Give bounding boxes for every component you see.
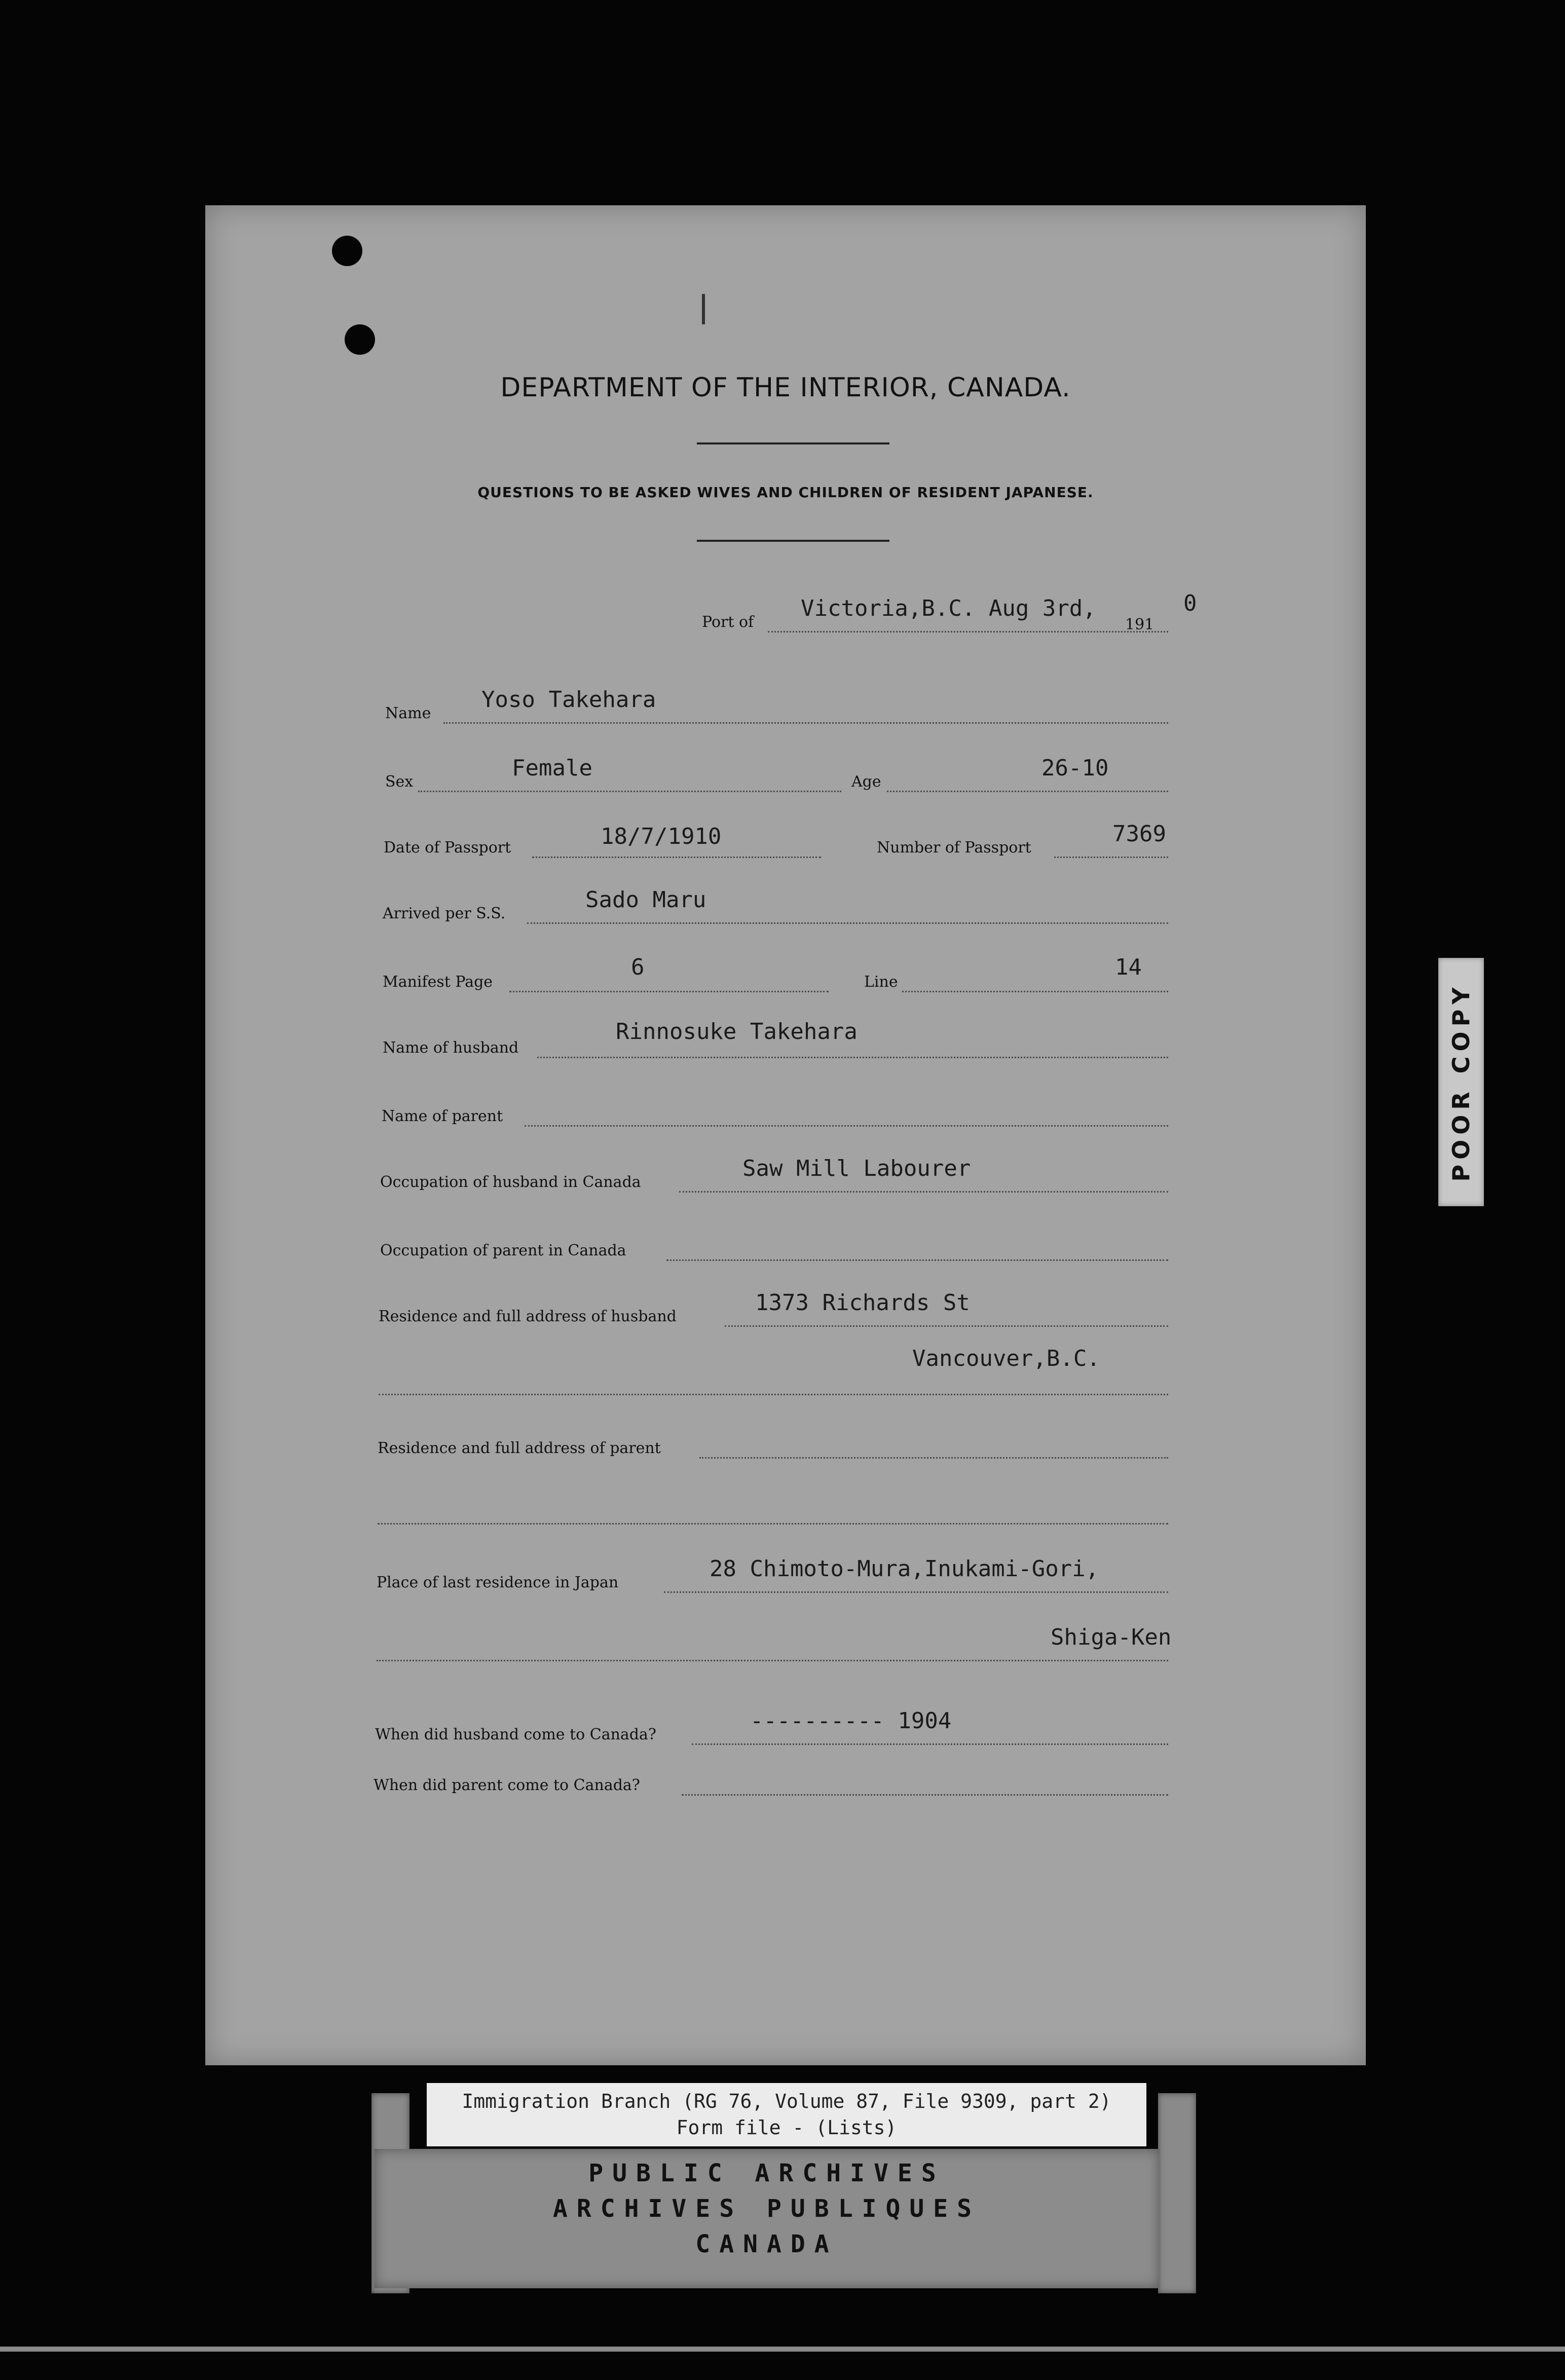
paper-mark	[702, 294, 705, 324]
archive-reference-line-1: Immigration Branch (RG 76, Volume 87, File 9309, part 2)	[462, 2090, 1111, 2112]
age-line	[887, 791, 1168, 792]
parent-address-line-1	[699, 1457, 1168, 1459]
parent-address-label: Residence and full address of parent	[378, 1439, 661, 1457]
passport-number-line	[1054, 857, 1168, 858]
passport-number-value: 7369	[1112, 821, 1166, 847]
port-year-suffix: 0	[1183, 590, 1197, 616]
name-value: Yoso Takehara	[481, 687, 656, 713]
last-residence-value-2: Shiga-Ken	[1051, 1624, 1172, 1650]
binder-clip-right	[1158, 2093, 1196, 2293]
line-value: 14	[1115, 954, 1142, 980]
line-line	[902, 991, 1168, 992]
sex-value: Female	[512, 755, 592, 781]
parent-occupation-label: Occupation of parent in Canada	[380, 1242, 626, 1259]
husband-address-line-2	[379, 1394, 1168, 1395]
poor-copy-text: POOR COPY	[1447, 982, 1475, 1182]
husband-came-value: ---------- 1904	[750, 1708, 952, 1734]
archive-stamp-line-2: ARCHIVES PUBLIQUES	[552, 2195, 981, 2223]
name-label: Name	[385, 704, 431, 722]
arrived-value: Sado Maru	[585, 887, 706, 913]
parent-address-line-2	[378, 1523, 1168, 1524]
husband-came-line	[692, 1743, 1168, 1745]
husband-address-line-1	[725, 1325, 1168, 1327]
husband-address-value-2: Vancouver,B.C.	[912, 1346, 1100, 1371]
husband-occupation-value: Saw Mill Labourer	[742, 1156, 971, 1181]
husband-address-label: Residence and full address of husband	[379, 1308, 677, 1325]
arrived-line	[527, 922, 1168, 924]
age-value: 26-10	[1041, 755, 1109, 781]
last-residence-value-1: 28 Chimoto-Mura,Inukami-Gori,	[710, 1556, 1099, 1582]
archive-reference-label	[427, 2083, 1146, 2146]
manifest-value: 6	[631, 954, 645, 980]
manifest-label: Manifest Page	[383, 973, 493, 991]
last-residence-label: Place of last residence in Japan	[377, 1574, 619, 1591]
port-label: Port of	[702, 613, 754, 631]
title-divider	[697, 442, 889, 444]
husband-name-line	[537, 1057, 1168, 1058]
subtitle-divider	[697, 540, 889, 542]
parent-came-line	[682, 1794, 1168, 1796]
archives-stamp-card	[374, 2149, 1160, 2288]
husband-address-value-1: 1373 Richards St	[755, 1290, 970, 1316]
port-line	[768, 631, 1168, 633]
port-value: Victoria,B.C. Aug 3rd,	[801, 596, 1096, 621]
parent-name-line	[525, 1125, 1168, 1127]
punch-hole-bottom	[345, 324, 375, 355]
passport-date-line	[532, 857, 821, 858]
film-edge	[0, 2347, 1565, 2352]
age-label: Age	[851, 773, 881, 791]
parent-occupation-line	[666, 1259, 1168, 1261]
line-label: Line	[864, 973, 898, 991]
name-line	[443, 722, 1168, 724]
manifest-line	[509, 991, 829, 992]
sex-line	[418, 791, 841, 792]
port-year-prefix: 191	[1125, 616, 1154, 634]
passport-number-label: Number of Passport	[877, 839, 1031, 857]
form-page	[205, 205, 1366, 2065]
page-subtitle: QUESTIONS TO BE ASKED WIVES AND CHILDREN OF RESIDENT JAPANESE.	[477, 484, 1094, 501]
husband-occupation-line	[679, 1191, 1168, 1193]
husband-name-label: Name of husband	[383, 1039, 519, 1057]
husband-occupation-label: Occupation of husband in Canada	[380, 1173, 641, 1191]
archive-stamp-line-3: CANADA	[695, 2230, 838, 2258]
last-residence-line-1	[664, 1591, 1168, 1593]
passport-date-label: Date of Passport	[384, 839, 511, 857]
husband-name-value: Rinnosuke Takehara	[616, 1019, 858, 1045]
poor-copy-stamp	[1438, 958, 1484, 1206]
sex-label: Sex	[385, 773, 414, 791]
last-residence-line-2	[377, 1660, 1168, 1661]
passport-date-value: 18/7/1910	[601, 824, 722, 849]
parent-name-label: Name of parent	[382, 1107, 503, 1125]
parent-came-label: When did parent come to Canada?	[374, 1776, 640, 1794]
arrived-label: Arrived per S.S.	[383, 905, 506, 922]
husband-came-label: When did husband come to Canada?	[375, 1726, 656, 1743]
archive-stamp-line-1: PUBLIC ARCHIVES	[588, 2159, 945, 2187]
page-title: DEPARTMENT OF THE INTERIOR, CANADA.	[500, 373, 1071, 403]
archive-reference-line-2: Form file - (Lists)	[676, 2116, 897, 2139]
punch-hole-top	[332, 236, 362, 266]
